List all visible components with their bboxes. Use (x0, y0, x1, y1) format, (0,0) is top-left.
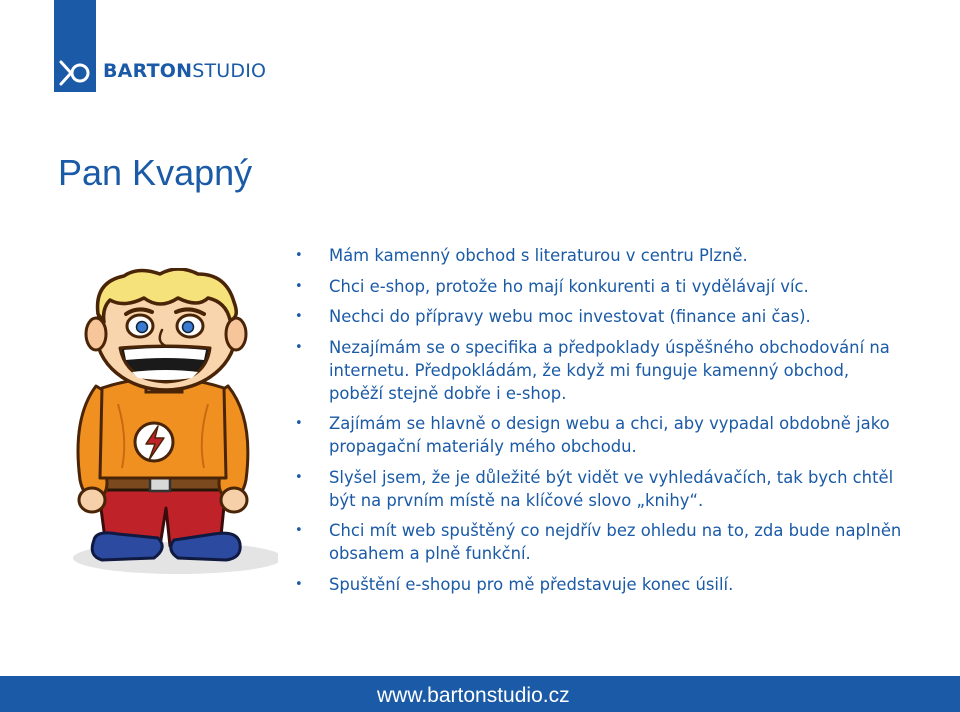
bullet-item: • Mám kamenný obchod s literaturou v centru Plzně. (293, 244, 903, 267)
bullet-item: • Nezajímám se o specifika a předpoklady úspěšného obchodování na internetu. Předpokládám, že když mi funguje kamenný obchod, poběží stejně dobře i e-shop. (293, 336, 903, 405)
bullet-item: • Chci e-shop, protože ho mají konkurenti a ti vydělávají víc. (293, 275, 903, 298)
logo-block (54, 0, 96, 92)
bullet-item: • Chci mít web spuštěný co nejdřív bez ohledu na to, zda bude naplněn obsahem a plně funkční. (293, 519, 903, 565)
bullet-item: • Spuštění e-shopu pro mě představuje konec úsilí. (293, 573, 903, 596)
slide-title: Pan Kvapný (58, 152, 253, 193)
brand-name (103, 60, 266, 82)
bullet-item: • Slyšel jsem, že je důležité být vidět ve vyhledávačích, tak bych chtěl být na prvním místě na klíčové slovo „knihy“. (293, 466, 903, 512)
brand-bold: BARTON (103, 60, 193, 82)
footer-bar (0, 676, 960, 712)
bullet-item: • Nechci do přípravy webu moc investovat (finance ani čas). (293, 305, 903, 328)
cartoon-man-illustration (58, 268, 278, 586)
footer-url: www.bartonstudio.cz (377, 684, 570, 707)
bullet-item: • Zajímám se hlavně o design webu a chci, aby vypadal obdobně jako propagační materiály mého obchodu. (293, 412, 903, 458)
bullet-list (293, 244, 903, 603)
brand-light: STUDIO (192, 60, 267, 82)
barton-studio-logo-icon (58, 58, 92, 88)
